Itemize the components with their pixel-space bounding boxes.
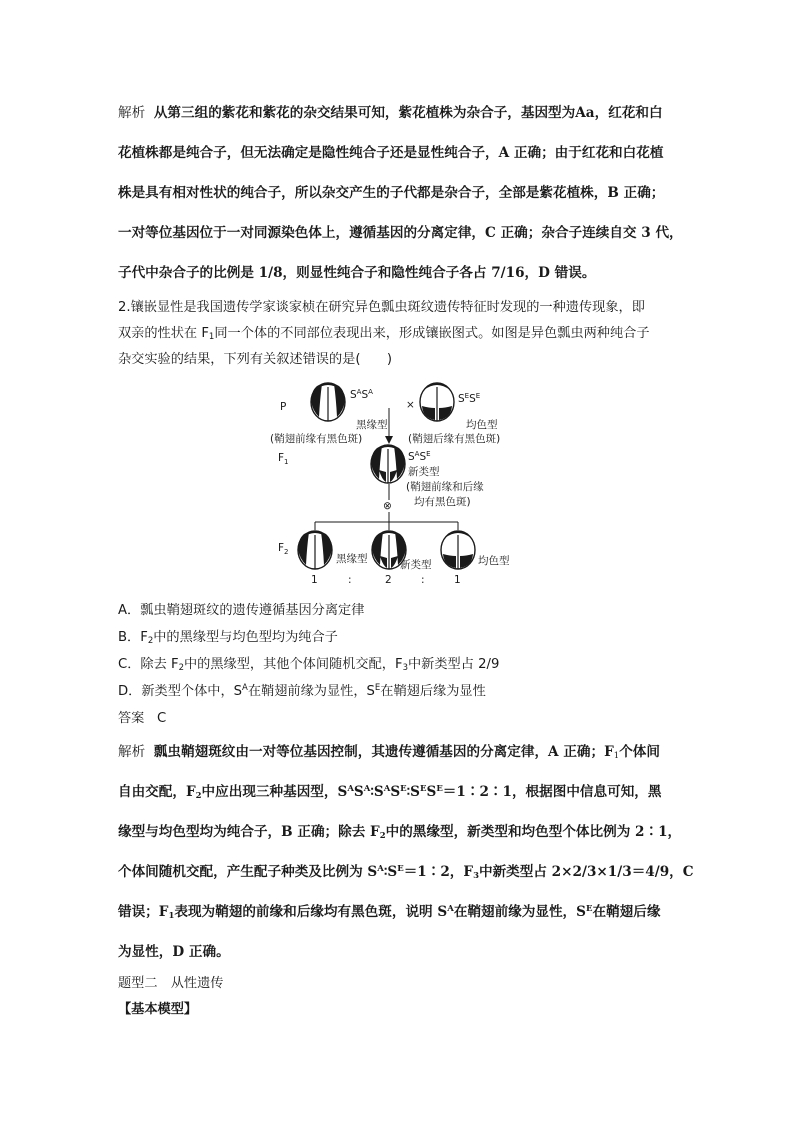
question-2-line-3: 杂交实验的结果，下列有关叙述错误的是( ) — [118, 352, 393, 367]
analysis-2-line-3: 缘型与均色型均为纯合子，B 正确；除去 $F_2$中的黑缘型，新类型和均色型个体比例为 2∶1， — [118, 824, 682, 841]
analysis-1-line-4: 一对等位基因位于一对同源染色体上，遵循基因的分离定律，C 正确；杂合子连续自交 3 代， — [118, 225, 683, 241]
ratio-separator-1: : — [348, 574, 352, 583]
arrow-head-icon — [385, 436, 393, 444]
subscript: 2 — [147, 636, 154, 646]
analysis-1-line-3: 株是具有相对性状的纯合子，所以杂交产生的子代都是杂合子，全部是紫花植株，B 正确； — [118, 185, 665, 201]
analysis-2-line-1 — [118, 740, 660, 761]
analysis-2-line-2: 自由交配，$F_2$中应出现三种基因型，$S^AS^A∶S^AS^E∶S^ES^E=1∶2∶1$，根据图中信息可知，黑 — [118, 784, 662, 801]
option-text: D．新类型个体中，S — [118, 684, 243, 699]
option-text: 在鞘翅后缘为显性 — [380, 684, 486, 699]
option-c — [118, 653, 499, 673]
ratio-separator-2: : — [421, 574, 425, 583]
f1-description-2: 均有黑色斑) — [414, 496, 471, 508]
f1-label: $F_1$ — [278, 452, 289, 466]
question-2-line-2 — [118, 322, 650, 342]
analysis-text: 个体间 — [619, 744, 660, 760]
superscript: E — [374, 683, 381, 693]
f2-uniform-beetle-icon — [441, 531, 475, 569]
parent-2-genotype: $S^ES^E$ — [458, 392, 481, 405]
question-text: 双亲的性状在 F — [118, 326, 209, 341]
p-label: P — [280, 401, 287, 413]
question-2-line-1 — [118, 296, 645, 315]
f2-type-3: 均色型 — [478, 555, 510, 567]
f2-label: $F_2$ — [278, 542, 289, 556]
subscript: 3 — [402, 663, 408, 673]
option-text: 中的黑缘型与均色型均为纯合子 — [153, 630, 338, 645]
subscript: 1 — [208, 332, 215, 342]
analysis-text: 从第三组的紫花和紫花的杂交结果可知，紫花植株为杂合子，基因型为Aa，红花和白 — [153, 105, 663, 121]
option-b — [118, 626, 338, 646]
parent-1-description: (鞘翅前缘有黑色斑) — [270, 433, 363, 445]
f2-type-2: 新类型 — [400, 559, 432, 571]
question-number: 2. — [118, 300, 131, 315]
f2-type-1: 黑缘型 — [336, 553, 368, 565]
black-edge-beetle-icon — [311, 383, 345, 421]
section-subtitle: 【基本模型】 — [118, 1002, 198, 1017]
subscript: 2 — [178, 663, 184, 673]
cross-symbol: × — [406, 399, 415, 411]
option-text: 中新类型占 2/9 — [408, 657, 500, 672]
option-text: 中的黑缘型，其他个体间随机交配，F — [183, 657, 403, 672]
f1-genotype: $S^AS^E$ — [408, 450, 431, 463]
option-text: C．除去 F — [118, 657, 179, 672]
option-d — [118, 680, 486, 699]
analysis-1-line-1 — [118, 101, 663, 121]
parent-2-description: (鞘翅后缘有黑色斑) — [408, 433, 501, 445]
f2-black-edge-beetle-icon — [298, 531, 332, 569]
analysis-label: 解析 — [118, 105, 146, 121]
superscript: A — [242, 683, 248, 693]
analysis-2-line-6: 为显性，D 正确。 — [118, 944, 230, 960]
analysis-text: 瓢虫鞘翅斑纹由一对等位基因控制，其遗传遵循基因的分离定律，A 正确；F — [153, 744, 614, 760]
answer-value: C — [156, 711, 167, 726]
option-text: 在鞘翅前缘为显性，S — [247, 684, 375, 699]
option-a: A．瓢虫鞘翅斑纹的遗传遵循基因分离定律 — [118, 603, 365, 618]
analysis-label: 解析 — [118, 744, 146, 760]
section-title: 题型二 从性遗传 — [118, 976, 224, 991]
analysis-2-line-5: 错误；$F_1$表现为鞘翅的前缘和后缘均有黑色斑，说明 $S^A$在鞘翅前缘为显性，$S^E$在鞘翅后缘 — [118, 904, 661, 921]
parent-1-genotype: $S^AS^A$ — [350, 388, 373, 401]
question-text: 镶嵌显性是我国遗传学家谈家桢在研究异色瓢虫斑纹遗传特征时发现的一种遗传现象，即 — [130, 300, 645, 315]
uniform-beetle-icon — [420, 383, 454, 421]
ratio-value-1: 1 — [311, 574, 318, 583]
parent-1-type: 黑缘型 — [356, 419, 388, 431]
ladybug-cross-diagram — [268, 378, 568, 583]
option-text: B．F — [118, 630, 148, 645]
f1-type: 新类型 — [408, 466, 440, 478]
parent-2-type: 均色型 — [466, 419, 498, 431]
selfing-symbol: ⊗ — [383, 500, 392, 512]
analysis-2-line-4: 个体间随机交配，产生配子种类及比例为 $S^A∶S^E=1∶2$，$F_3$中新类型占 2×2/3×1/3＝4/9，C — [118, 864, 694, 881]
f1-description-1: (鞘翅前缘和后缘 — [406, 481, 484, 493]
subscript: 1 — [613, 751, 620, 761]
analysis-1-line-5: 子代中杂合子的比例是 1/8，则显性纯合子和隐性纯合子各占 7/16，D 错误。 — [118, 265, 596, 281]
answer-line — [118, 707, 166, 726]
answer-label: 答案 — [118, 711, 145, 726]
question-text: 同一个体的不同部位表现出来，形成镶嵌图式。如图是异色瓢虫两种纯合子 — [214, 326, 650, 341]
ratio-value-2: 2 — [385, 574, 392, 583]
analysis-1-line-2: 花植株都是纯合子，但无法确定是隐性纯合子还是显性纯合子，A 正确；由于红花和白花植 — [118, 145, 664, 161]
new-type-beetle-icon — [371, 445, 405, 483]
ratio-value-3: 1 — [454, 574, 461, 583]
